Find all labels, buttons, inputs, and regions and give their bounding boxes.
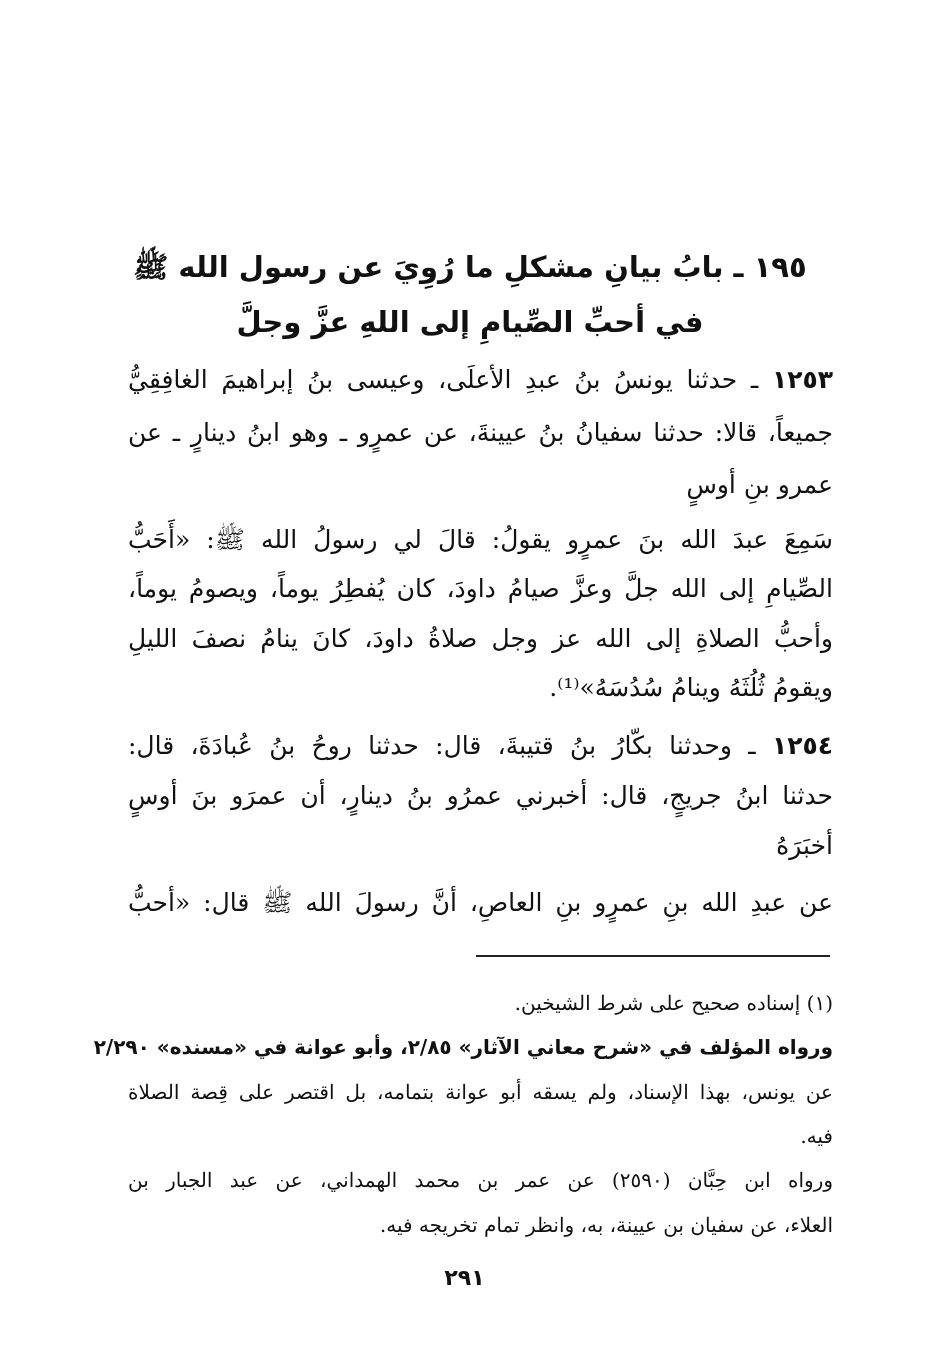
hadith-1253-text-line-4: ويقومُ ثُلُثَهُ وينامُ سُدُسَهُ»⁽¹⁾. — [549, 673, 833, 702]
footnote-3-line-2: العلاء، عن سفيان بن عيينة، به، وانظر تمام تخريجه فيه. — [379, 1213, 833, 1237]
footnote-3-line-1: ورواه ابن حِبَّان (٢٥٩٠) عن عمر بن محمد الهمداني، عن عبد الجبار بن — [128, 1168, 834, 1192]
hadith-number: ١٢٥٤ — [771, 731, 833, 760]
hadith-1254-line-3: أخبَرَهُ — [776, 831, 833, 860]
hadith-1253-line-2: جميعاً، قالا: حدثنا سفيانُ بنُ عيينةَ، عن عمرٍو ـ وهو ابنُ دينارٍ ـ عن — [128, 418, 833, 447]
hadith-1253-line-1: ١٢٥٣ ـ حدثنا يونسُ بنُ عبدِ الأعلَى، وعيسى بنُ إبراهيمَ الغافِقِيُّ — [128, 365, 833, 394]
footnote-1: (١) إسناده صحيح على شرط الشيخين. — [514, 991, 833, 1015]
chapter-title-line-2: في أحبِّ الصِّيامِ إلى اللهِ عزَّ وجلَّ — [236, 305, 704, 339]
chapter-title-line-1: ١٩٥ ـ بابُ بيانِ مشكلِ ما رُوِيَ عن رسول الله ﷺ — [133, 250, 807, 284]
hadith-1254-line-2: حدثنا ابنُ جريجٍ، قال: أخبرني عمرُو بنُ دينارٍ، أن عمرَو بنَ أوسٍ — [128, 781, 833, 810]
hadith-number: ١٢٥٣ — [771, 365, 833, 394]
hadith-1253-text-line-2: الصِّيامِ إلى الله جلَّ وعزَّ صيامُ داودَ، كان يُفطِرُ يوماً، ويصومُ يوماً، — [128, 574, 833, 603]
hadith-1253-line-3: عمرو بنِ أوسٍ — [686, 470, 833, 499]
hadith-1254-text-line-1: عن عبدِ الله بنِ عمرٍو بنِ العاصِ، أنَّ رسولَ الله ﷺ قال: «أحبُّ — [128, 888, 833, 917]
footnote-2-line-2: عن يونس، بهذا الإسناد، ولم يسقه أبو عوانة بتمامه، بل اقتصر على قِصة الصلاة — [128, 1080, 833, 1104]
footnote-separator — [476, 955, 830, 957]
page-number: ٢٩١ — [444, 1266, 485, 1291]
hadith-1253-text-line-3: وأحبُّ الصلاةِ إلى الله عز وجل صلاةُ داودَ، كانَ ينامُ نصفَ الليلِ — [128, 624, 833, 653]
hadith-1254-line-1: ١٢٥٤ ـ وحدثنا بكّارُ بنُ قتيبةَ، قال: حدثنا روحُ بنُ عُبادَةَ، قال: — [128, 731, 833, 760]
hadith-1253-text-line-1: سَمِعَ عبدَ الله بنَ عمرٍو يقولُ: قالَ لي رسولُ الله ﷺ: «أَحَبُّ — [128, 525, 833, 554]
footnote-2-line-1: ورواه المؤلف في «شرح معاني الآثار» ٢/٨٥، وأبو عوانة في «مسنده» ٢/٢٩٠ — [93, 1035, 833, 1059]
footnote-2-line-3: فيه. — [800, 1124, 833, 1148]
